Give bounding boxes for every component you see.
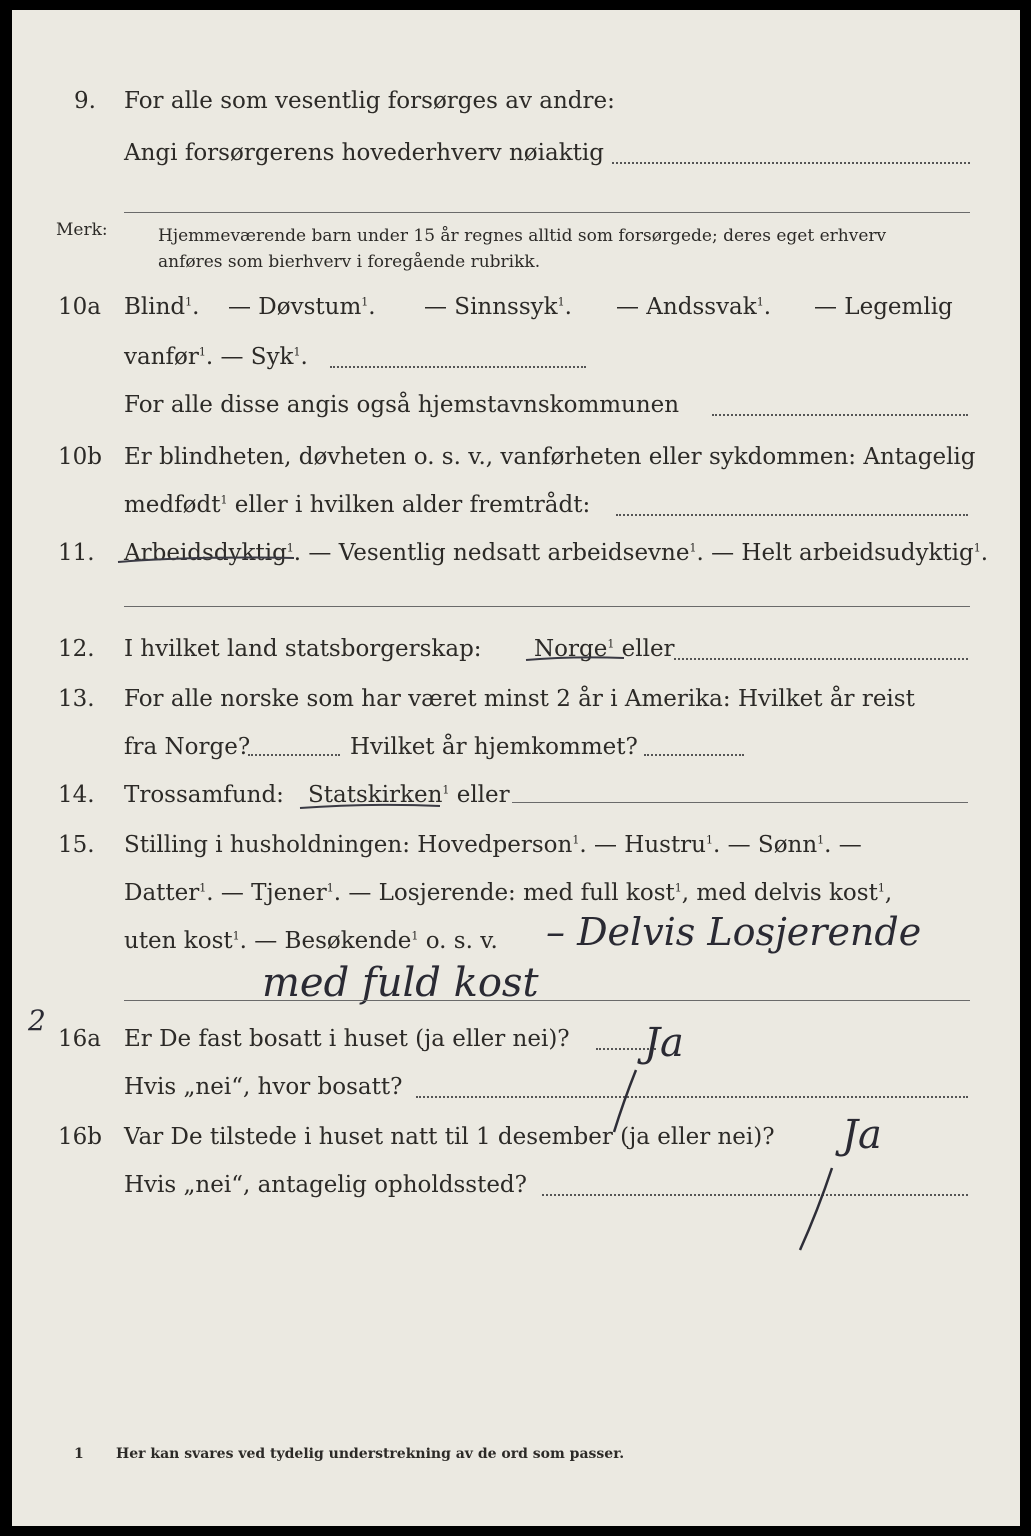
q9-line2: Angi forsørgerens hovederhverv nøiaktig — [124, 140, 604, 166]
q10a-blind: Blind$^1$. — [124, 294, 200, 320]
q13-line2a: fra Norge? — [124, 734, 251, 760]
q11-arbeidsdyktig[interactable]: Arbeidsdyktig — [124, 540, 287, 566]
q16a-number: 16a — [58, 1026, 101, 1052]
q11-options: Arbeidsdyktig$^1$. — Vesentlig nedsatt arbeidsevne$^1$. — Helt arbeidsudyktig$^1$. — [124, 540, 989, 566]
q9-number: 9. — [74, 88, 96, 114]
q10a-vanfor: vanfør$^1$. — Syk$^1$. — [124, 344, 308, 370]
footnote-mark: 1 — [74, 1446, 84, 1462]
q15-line2: Datter$^1$. — Tjener$^1$. — Losjerende: med full kost$^1$, med delvis kost$^1$, — [124, 880, 893, 906]
q15-handwritten-answer-2: med fuld kost — [262, 960, 539, 1006]
q12-text: I hvilket land statsborgerskap: — [124, 636, 482, 662]
q13-line2b: Hvilket år hjemkommet? — [350, 734, 638, 760]
q10b-line2: medfødt$^1$ eller i hvilken alder fremtrådt: — [124, 492, 591, 518]
census-form-page — [12, 10, 1020, 1526]
q16a-line1: Er De fast bosatt i huset (ja eller nei)? — [124, 1026, 570, 1052]
q12-number: 12. — [58, 636, 95, 662]
q16b-number: 16b — [58, 1124, 102, 1150]
q10a-legemlig: — Legemlig — [814, 294, 953, 320]
q10a-line3: For alle disse angis også hjemstavnskommunen — [124, 392, 680, 418]
q16a-line2: Hvis „nei“, hvor bosatt? — [124, 1074, 403, 1100]
q10a-dovstum: — Døvstum$^1$. — [228, 294, 376, 320]
q16b-line2: Hvis „nei“, antagelig opholdssted? — [124, 1172, 527, 1198]
q15-handwritten-answer-1: – Delvis Losjerende — [546, 910, 922, 954]
merk-label: Merk: — [56, 220, 108, 240]
q14-number: 14. — [58, 782, 95, 808]
q14-text: Trossamfund: — [124, 782, 284, 808]
q14-statskirken[interactable]: Statskirken$^1$ eller — [308, 782, 510, 808]
q15-number: 15. — [58, 832, 95, 858]
q10b-number: 10b — [58, 444, 102, 470]
q16a-handwritten-answer: Ja — [644, 1020, 684, 1066]
q11-number: 11. — [58, 540, 95, 566]
q10a-number: 10a — [58, 294, 101, 320]
q16b-line1: Var De tilstede i huset natt til 1 desember (ja eller nei)? — [124, 1124, 775, 1150]
q13-number: 13. — [58, 686, 95, 712]
q10a-sinnssyk: — Sinnssyk$^1$. — [424, 294, 572, 320]
q10a-andssvak: — Andssvak$^1$. — [616, 294, 772, 320]
merk-line2: anføres som bierhverv i foregående rubrikk. — [158, 252, 541, 272]
q12-norge[interactable]: Norge$^1$ eller — [534, 636, 675, 662]
q9-line1: For alle som vesentlig forsørges av andre: — [124, 88, 615, 114]
q15-line3: uten kost$^1$. — Besøkende$^1$ o. s. v. — [124, 928, 498, 954]
q16a-margin-mark: 2 — [28, 1004, 46, 1037]
q16b-handwritten-answer: Ja — [842, 1112, 882, 1158]
footnote-text: Her kan svares ved tydelig understrekning av de ord som passer. — [116, 1446, 625, 1462]
q10b-line1: Er blindheten, døvheten o. s. v., vanførheten eller sykdommen: Antagelig — [124, 444, 976, 470]
q15-line1: Stilling i husholdningen: Hovedperson$^1$. — Hustru$^1$. — Sønn$^1$. — — [124, 832, 862, 858]
q13-line1: For alle norske som har været minst 2 år i Amerika: Hvilket år reist — [124, 686, 915, 712]
merk-line1: Hjemmeværende barn under 15 år regnes alltid som forsørgede; deres eget erhverv — [158, 226, 887, 246]
handwritten-strokes — [12, 10, 1020, 1526]
